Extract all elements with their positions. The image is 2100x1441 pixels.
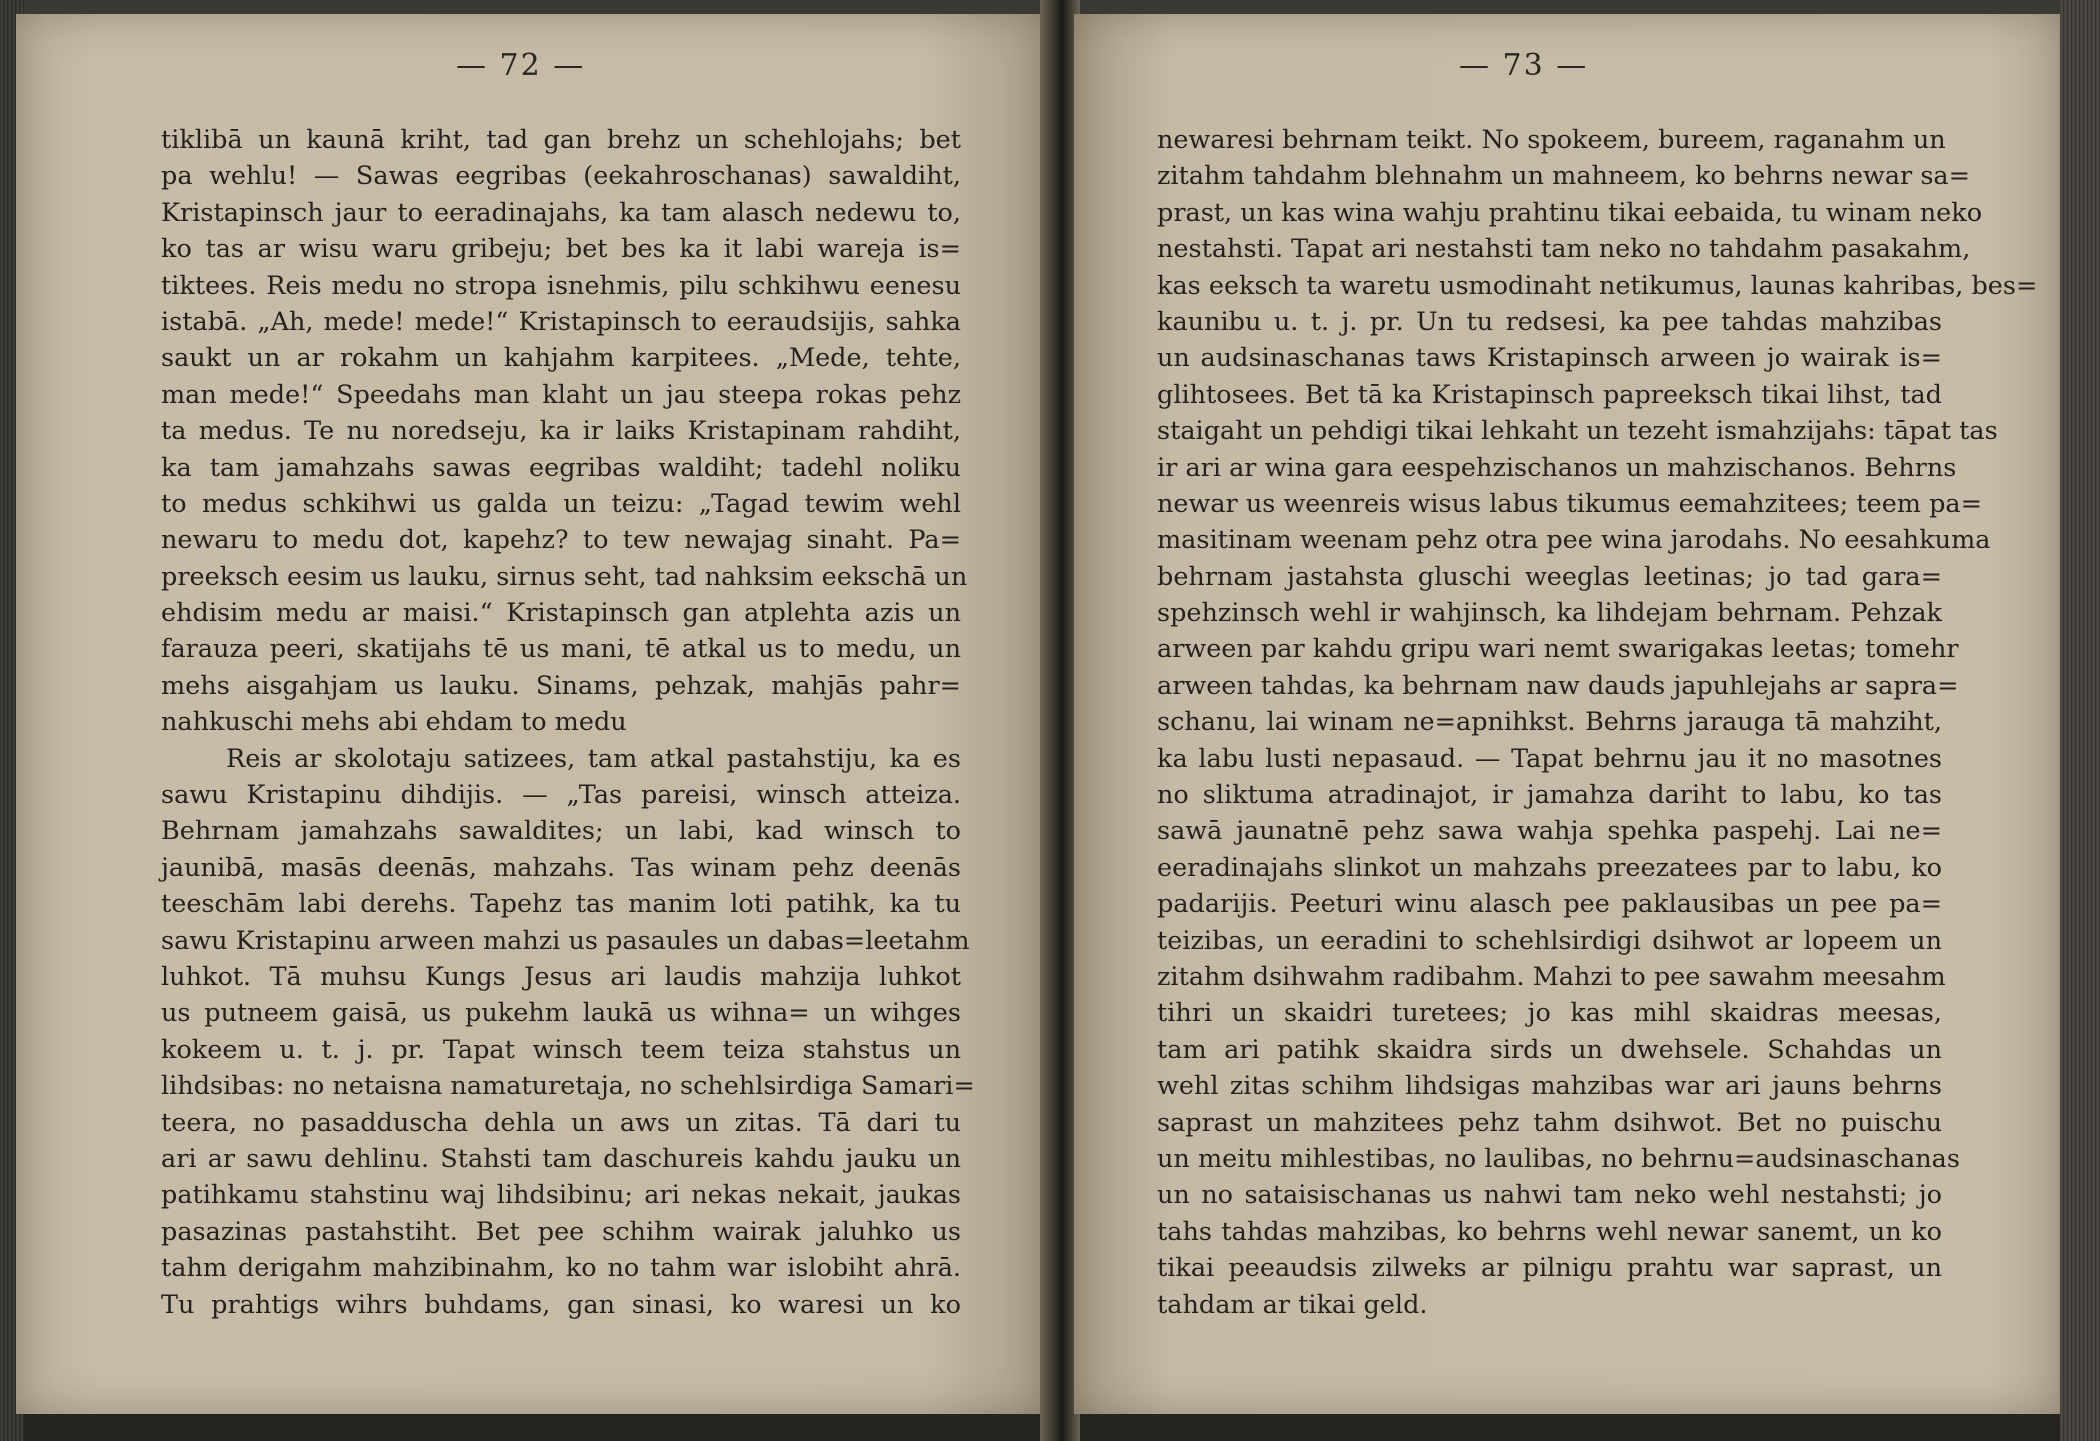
text-line: pasazinas pastahstiht. Bet pee schihm wairak jaluhko us	[161, 1216, 961, 1247]
text-line: no sliktuma atradinajot, ir jamahza dariht to labu, ko tas	[1157, 780, 1942, 811]
text-line: padarijis. Peeturi winu alasch pee paklausibas un pee pa=	[1157, 889, 1942, 920]
text-line: sawā jaunatnē pehz sawa wahja spehka paspehj. Lai ne=	[1157, 816, 1942, 847]
text-line: tikai peeaudsis zilweks ar pilnigu prahtu war saprast, un	[1157, 1253, 1942, 1284]
text-line: masitinam weenam pehz otra pee wina jarodahs. No eesahkuma	[1157, 525, 1991, 556]
text-line: ari ar sawu dehlinu. Stahsti tam daschureis kahdu jauku un	[161, 1143, 961, 1174]
text-line: patihkamu stahstinu waj lihdsibinu; ari nekas nekait, jaukas	[161, 1180, 961, 1211]
text-line: jaunibā, masās deenās, mahzahs. Tas winam pehz deenās	[161, 852, 961, 883]
right-page	[1074, 14, 2064, 1414]
text-line: zitahm dsihwahm radibahm. Mahzi to pee sawahm meesahm	[1157, 961, 1946, 992]
text-line: kaunibu u. t. j. pr. Un tu redsesi, ka pee tahdas mahzibas	[1157, 306, 1942, 337]
text-line: kokeem u. t. j. pr. Tapat winsch teem teiza stahstus un	[161, 1034, 961, 1065]
text-line: nestahsti. Tapat ari nestahsti tam neko no tahdahm pasakahm,	[1157, 234, 1971, 265]
text-line: mehs aisgahjam us lauku. Sinams, pehzak, mahjās pahr=	[161, 670, 961, 701]
text-line: behrnam jastahsta gluschi weeglas leetinas; jo tad gara=	[1157, 561, 1942, 592]
page-text	[1157, 122, 2038, 1323]
text-line: tam ari patihk skaidra sirds un dwehsele. Schahdas un	[1157, 1034, 1942, 1065]
text-line: spehzinsch wehl ir wahjinsch, ka lihdejam behrnam. Pehzak	[1157, 598, 1942, 629]
left-page	[16, 14, 1046, 1414]
text-line: tiktees. Reis medu no stropa isnehmis, pilu schkihwu eenesu	[161, 270, 961, 301]
text-line: tahm derigahm mahzibinahm, ko no tahm war islobiht ahrā.	[161, 1253, 961, 1284]
page-text	[161, 122, 975, 1323]
text-line: nahkuschi mehs abi ehdam to medu	[161, 707, 627, 738]
text-line: ko tas ar wisu waru gribeju; bet bes ka it labi wareja is=	[161, 234, 961, 265]
text-line: arween tahdas, ka behrnam naw dauds japuhlejahs ar sapra=	[1157, 670, 1959, 701]
text-line: tiklibā un kaunā kriht, tad gan brehz un schehlojahs; bet	[161, 125, 961, 155]
page-number: — 73 —	[1459, 48, 1589, 83]
text-line: man mede!“ Speedahs man klaht un jau steepa rokas pehz	[161, 379, 961, 410]
text-line: zitahm tahdahm blehnahm un mahneem, ko behrns newar sa=	[1157, 161, 1970, 192]
text-line: to medus schkihwi us galda un teizu: „Tagad tewim wehl	[161, 488, 961, 519]
text-line: ka labu lusti nepasaud. — Tapat behrnu jau it no masotnes	[1157, 743, 1942, 774]
text-line: farauza peeri, skatijahs tē us mani, tē atkal us to medu, un	[161, 634, 961, 665]
text-line: saprast un mahzitees pehz tahm dsihwot. Bet no puischu	[1157, 1107, 1942, 1138]
text-line: prast, un kas wina wahju prahtinu tikai eebaida, tu winam neko	[1157, 197, 1983, 228]
text-line: Behrnam jamahzahs sawaldites; un labi, kad winsch to	[161, 816, 961, 847]
text-line: ir ari ar wina gara eespehzischanos un mahzischanos. Behrns	[1157, 452, 1957, 483]
text-line: newar us weenreis wisus labus tikumus eemahzitees; teem pa=	[1157, 488, 1982, 519]
text-line: Kristapinsch jaur to eeradinajahs, ka tam alasch nedewu to,	[161, 197, 961, 228]
text-line: arween par kahdu gripu wari nemt swarigakas leetas; tomehr	[1157, 634, 1959, 665]
text-line: ka tam jamahzahs sawas eegribas waldiht; tadehl noliku	[161, 452, 961, 483]
page-number: — 72 —	[456, 48, 586, 83]
text-line: sawu Kristapinu dihdijis. — „Tas pareisi, winsch atteiza.	[161, 780, 961, 811]
text-line: preeksch eesim us lauku, sirnus seht, tad nahksim eekschā un	[161, 561, 968, 592]
text-line: saukt un ar rokahm un kahjahm karpitees. „Mede, tehte,	[161, 343, 961, 374]
text-line: ehdisim medu ar maisi.“ Kristapinsch gan atplehta azis un	[161, 598, 961, 629]
text-line: teizibas, un eeradini to schehlsirdigi dsihwot ar lopeem un	[1157, 925, 1942, 956]
text-line: ta medus. Te nu noredseju, ka ir laiks Kristapinam rahdiht,	[161, 416, 961, 447]
text-line: schanu, lai winam ne=apnihkst. Behrns jarauga tā mahziht,	[1157, 707, 1942, 738]
text-line: teera, no pasadduscha dehla un aws un zitas. Tā dari tu	[161, 1107, 961, 1138]
text-line: luhkot. Tā muhsu Kungs Jesus ari laudis mahzija luhkot	[161, 961, 961, 992]
text-line: pa wehlu! — Sawas eegribas (eekahroschanas) sawaldiht,	[161, 161, 961, 192]
text-line: newaresi behrnam teikt. No spokeem, bureem, raganahm un	[1157, 125, 1946, 155]
book-edge-right	[2060, 0, 2100, 1441]
text-line: lihdsibas: no netaisna namaturetaja, no schehlsirdiga Samari=	[161, 1071, 975, 1102]
text-line: newaru to medu dot, kapehz? to tew newajag sinaht. Pa=	[161, 525, 961, 556]
text-line: un audsinaschanas taws Kristapinsch arween jo wairak is=	[1157, 343, 1942, 374]
text-line: eeradinajahs slinkot un mahzahs preezatees par to labu, ko	[1157, 852, 1942, 883]
text-line: tahs tahdas mahzibas, ko behrns wehl newar sanemt, un ko	[1157, 1216, 1942, 1247]
text-line: un no sataisischanas us nahwi tam neko wehl nestahsti; jo	[1157, 1180, 1942, 1211]
text-line: tahdam ar tikai geld.	[1157, 1289, 1428, 1320]
text-line: kas eeksch ta waretu usmodinaht netikumus, launas kahribas, bes=	[1157, 270, 2038, 301]
text-line: un meitu mihlestibas, no laulibas, no behrnu=audsinaschanas	[1157, 1143, 1960, 1174]
text-line: us putneem gaisā, us pukehm laukā us wihna= un wihges	[161, 998, 961, 1029]
text-line: staigaht un pehdigi tikai lehkaht un tezeht ismahzijahs: tāpat tas	[1157, 416, 1998, 447]
text-line: Reis ar skolotaju satizees, tam atkal pastahstiju, ka es	[226, 743, 961, 774]
text-line: wehl zitas schihm lihdsigas mahzibas war ari jauns behrns	[1157, 1071, 1942, 1102]
text-line: teeschām labi derehs. Tapehz tas manim loti patihk, ka tu	[161, 889, 961, 920]
text-line: istabā. „Ah, mede! mede!“ Kristapinsch to eeraudsijis, sahka	[161, 306, 961, 337]
text-line: tihri un skaidri turetees; jo kas mihl skaidras meesas,	[1157, 998, 1942, 1029]
text-line: sawu Kristapinu arween mahzi us pasaules un dabas=leetahm	[161, 925, 970, 956]
text-line: Tu prahtigs wihrs buhdams, gan sinasi, ko waresi un ko	[161, 1289, 961, 1320]
text-line: glihtosees. Bet tā ka Kristapinsch papreeksch tikai lihst, tad	[1157, 379, 1942, 410]
